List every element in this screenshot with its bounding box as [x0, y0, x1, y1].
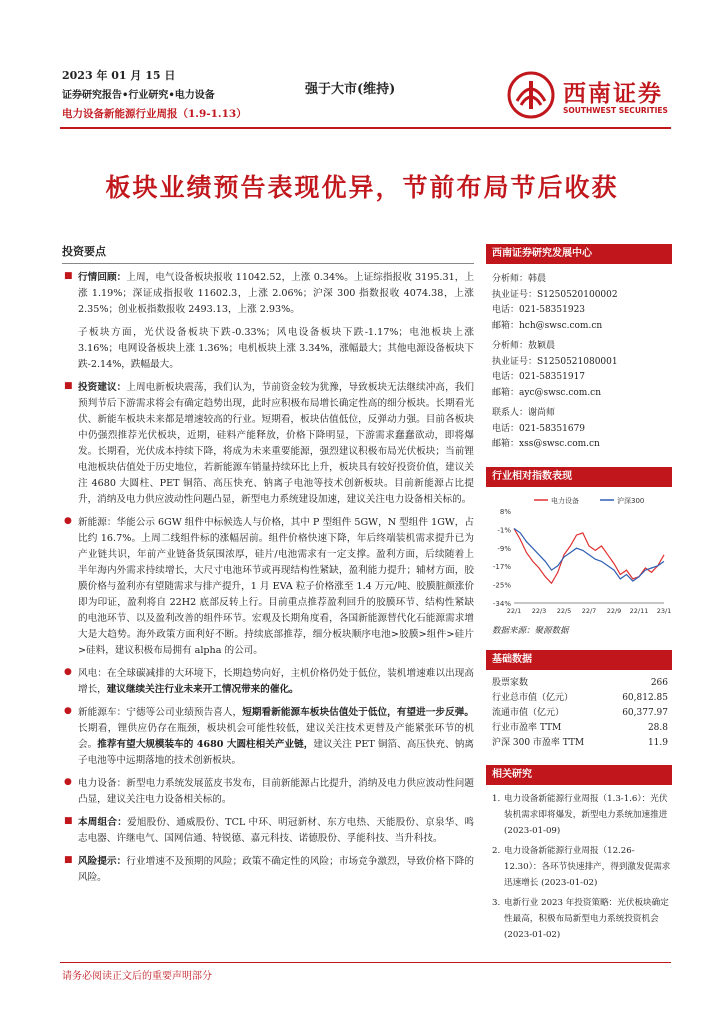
research-center-heading: 西南证券研究发展中心 [486, 244, 672, 264]
analyst-2-email[interactable]: 邮箱：ayc@swsc.com.cn [492, 387, 602, 398]
nev-highlight-a: 短期看新能源车板块估值处于低位，有望进一步反弹。 [242, 707, 475, 718]
basic-data-value: 266 [650, 677, 668, 688]
logo-name-cn: 西南证券 [563, 80, 663, 107]
y-tick-label: 8% [499, 507, 511, 516]
basic-data-label: 股票家数 [492, 677, 529, 688]
nev-paragraph [62, 705, 474, 769]
basic-data-label: 沪深 300 市盈率 TTM [492, 737, 585, 748]
logo-emblem-icon [507, 71, 555, 119]
report-name: 电力设备新能源行业周报（1.9-1.13） [62, 108, 247, 120]
wind-power-text: 风电：在全球碳减排的大环境下，长期趋势向好，主机价格仍处于低位，装机增速难以出现高增长， [78, 668, 474, 695]
new-energy-text: 新能源：华能公示 6GW 组件中标候选人与价格，其中 P 型组件 5GW，N 型组件 1GW，占比约 16.7%。上周二线组件标的涨幅居前。组件价格快速下降，年后终端装机需求提升已为产业链共识，年前产业链备货氛围浓厚，硅片/电池需求有一定支撑。盈利方面，后续随着上半年海内外需求持续增长，大尺寸电池环节或再现结构性紧缺，盈利能力提升；辅材方面，胶膜价格与盈利亦有望随需求与排产提升，1 月 EVA 粒子价格涨至 1.4 万元/吨、胶膜脏颜涨价即为印证，盈利将自 22H2 底部反转上行。目前重点推荐盈利回升的胶膜环节、结构性紧缺的电池环节、以及盈利改善的组件环节。宏观及长期角度看，各国新能源替代化石能源需求增大是大趋势。海外政策方面利好不断。持续底部推荐，细分板块顺序电池>胶膜>组件>硅片>硅料，建议积极布局拥有 alpha 的公司。 [78, 517, 474, 656]
logo-name-en: SOUTHWEST SECURITIES [563, 106, 668, 115]
contact-phone: 电话：021-58351679 [492, 423, 586, 434]
nev-text-a: 新能源车：宁德等公司业绩预告喜人， [78, 707, 243, 718]
contact-person [486, 406, 672, 453]
market-review-text: 上周，电气设备板块报收 11042.52，上涨 0.34%。上证综指报收 3195.31，上涨 1.19%；深证成指报收 11602.3，上涨 2.06%；沪深 300 指数报收 4074.38，上涨 2.35%；创业板指数报收 2493.13，上涨 2.93%。 [78, 272, 475, 315]
power-equipment-text: 电力设备：新型电力系统发展蓝皮书发布，目前新能源占比提升，消纳及电力供应波动性问题凸显，建议关注电力设备相关标的。 [78, 778, 474, 805]
analyst-1-license: 执业证号：S1250520100002 [492, 289, 618, 300]
main-title: 板块业绩预告表现优异，节前布局节后收获 [105, 173, 619, 202]
market-review-label: 行情回顾： [78, 272, 127, 283]
x-tick-label: 22/7 [581, 606, 597, 615]
rating: 强于大市(维持) [305, 82, 396, 97]
analyst-2-name: 分析师：敖颖晨 [492, 341, 556, 351]
square-bullet-icon: ■ [64, 271, 73, 281]
investment-advice-text: 上周电新板块震荡，我们认为，节前资金较为犹豫，导致板块无法继续冲高，我们预判节后下游需求将会有确定趋势出现，此时应积极布局增长确定性高的细分板块。长期看光伏、新能车板块未来都是增速较高的行业。短期看，板块估值低位，反弹动力强。目前各板块中仍强烈推荐光伏板块，近期，硅料产能释放，价格下降明显，下游需求蠢蠢欲动，即将爆发。长期看，光伏成本持续下降，将成为未来重要能源，强烈建议积极布局光伏板块；当前锂电池板块估值处于历史地位，若新能源车销量持续环比上升，板块具有较好投资价值，建议关注 4680 大圆柱、PET 铜箔、高压快充、钠离子电池等技术创新板块。目前新能源占比提升，消纳及电力供应波动性问题凸显，新型电力系统建设加速，建议关注电力设备相关标的。 [78, 382, 475, 505]
basic-data-row [486, 736, 672, 751]
legend-label: 电力设备 [551, 496, 579, 505]
nev-text-e: 建议关注 PET 铜箔、高压快充、钠离子电池等中远期落地的技术创新板块。 [78, 739, 474, 766]
risk-paragraph [62, 854, 474, 886]
basic-data-row [486, 676, 672, 691]
x-tick-label: 22/5 [556, 606, 572, 615]
related-research-number: 1. [492, 793, 501, 804]
nev-text-c: 长期看，锂供应仍存在瓶颈，板块机会可能性较低，建议关注技术更替及产能紧张环节的机会。 [78, 723, 474, 750]
square-bullet-icon: ■ [64, 855, 73, 865]
circle-bullet-icon: ● [64, 777, 72, 787]
risk-label: 风险提示： [78, 856, 127, 867]
analyst-1-phone: 电话：021-58351923 [492, 305, 586, 315]
circle-bullet-icon: ● [64, 706, 72, 716]
x-tick-label: 22/1 [506, 606, 522, 615]
y-tick-label: -9% [497, 544, 511, 553]
x-tick-label: 22/3 [531, 606, 547, 615]
related-research-number: 2. [492, 845, 501, 856]
key-points-section [62, 244, 474, 893]
analyst-2 [486, 339, 672, 401]
relative-index-chart [486, 491, 672, 622]
related-research-item[interactable] [492, 791, 672, 839]
portfolio-text: 爱旭股份、通威股份、TCL 中环、明冠新材、东方电热、天能股份、京泉华、鸣志电器、许继电气、国网信通、特锐德、嘉元科技、诺德股份、孚能科技、当升科技。 [78, 817, 474, 844]
investment-advice-label: 投资建议： [78, 382, 127, 393]
analyst-1-email[interactable]: 邮箱：hch@swsc.com.cn [492, 320, 603, 331]
related-research-text: 电力设备新能源行业周报（1.3-1.6）：光伏装机需求即将爆发，新型电力系统加速推进 (2023-01-09) [504, 793, 668, 836]
related-research-item[interactable] [492, 895, 672, 943]
analyst-1 [486, 272, 672, 334]
key-points-heading: 投资要点 [62, 244, 474, 264]
chart-svg [486, 491, 672, 619]
basic-data-label: 流通市值（亿元） [492, 707, 565, 718]
basic-data-label: 行业市盈率 TTM [492, 722, 562, 733]
analyst-2-license: 执业证号：S1250521080001 [492, 356, 618, 367]
chart-source: 数据来源：聚源数据 [492, 625, 569, 636]
nev-highlight-d: 推荐有望大规模装车的 4680 大圆柱相关产业链， [97, 739, 314, 750]
related-research-text: 电力设备新能源行业周报（12.26-12.30）：各环节快速排产，得到激发促需求迅速增长 (2023-01-02) [504, 845, 671, 888]
related-research-text: 电新行业 2023 年投资策略：光伏板块确定性最高，积极布局新型电力系统投资机会 (2023-01-02) [504, 897, 669, 940]
basic-data-value: 60,812.85 [622, 692, 668, 703]
market-review-paragraph [62, 270, 474, 318]
analyst-2-phone: 电话：021-58351917 [492, 372, 586, 382]
risk-text: 行业增速不及预期的风险；政策不确定性的风险；市场竞争激烈，导致价格下降的风险。 [78, 856, 475, 883]
legend-label: 沪深300 [617, 496, 645, 505]
report-date: 2023 年 01 月 15 日 [62, 69, 176, 82]
related-research-item[interactable] [492, 843, 672, 891]
report-type: 证券研究报告•行业研究•电力设备 [62, 90, 215, 101]
related-research-list [486, 791, 672, 943]
x-tick-label: 22/11 [629, 606, 649, 615]
chart-heading: 行业相对指数表现 [486, 467, 672, 487]
header-divider [60, 127, 671, 129]
contact-email[interactable]: 邮箱：xss@swsc.com.cn [492, 439, 600, 449]
square-bullet-icon: ■ [64, 381, 73, 391]
wind-power-highlight: 建议继续关注行业未来开工情况带来的催化。 [106, 684, 299, 695]
investment-advice-paragraph [62, 380, 474, 508]
sidebar [486, 244, 672, 947]
related-research-heading: 相关研究 [486, 765, 672, 785]
square-bullet-icon: ■ [64, 816, 73, 826]
related-research-number: 3. [492, 897, 501, 908]
y-tick-label: -1% [497, 525, 511, 534]
basic-data-row [486, 691, 672, 706]
company-logo [505, 70, 675, 120]
basic-data-value: 11.9 [647, 737, 668, 748]
basic-data-heading: 基础数据 [486, 650, 672, 670]
y-tick-label: -17% [492, 562, 511, 571]
footer-divider [60, 962, 671, 963]
y-tick-label: -34% [492, 599, 511, 608]
basic-data-value: 28.8 [647, 722, 668, 733]
analyst-1-name: 分析师：韩晨 [492, 274, 547, 284]
wind-power-paragraph [62, 666, 474, 698]
x-tick-label: 23/1 [656, 606, 672, 615]
x-tick-label: 22/9 [606, 606, 622, 615]
portfolio-label: 本周组合： [78, 817, 128, 828]
power-equipment-paragraph [62, 776, 474, 808]
basic-data-row [486, 706, 672, 721]
sub-sector-paragraph: 子板块方面，光伏设备板块下跌-0.33%；风电设备板块下跌-1.17%；电池板块上涨 3.16%；电网设备板块上涨 1.36%；电机板块上涨 3.34%，涨幅最大；其他电源设备板块下跌-2.14%，跌幅最大。 [78, 327, 474, 370]
y-tick-label: -25% [492, 581, 511, 590]
contact-name: 联系人：谢尚师 [492, 408, 556, 418]
portfolio-paragraph [62, 815, 474, 847]
circle-bullet-icon: ● [64, 667, 72, 677]
series-line-power-equipment [514, 528, 664, 583]
new-energy-paragraph [62, 515, 474, 659]
footer-disclaimer: 请务必阅读正文后的重要声明部分 [62, 971, 212, 982]
basic-data-value: 60,377.97 [622, 707, 668, 718]
circle-bullet-icon: ● [64, 516, 72, 526]
basic-data-row [486, 721, 672, 736]
basic-data-label: 行业总市值（亿元） [492, 692, 574, 703]
basic-data-table [486, 676, 672, 751]
